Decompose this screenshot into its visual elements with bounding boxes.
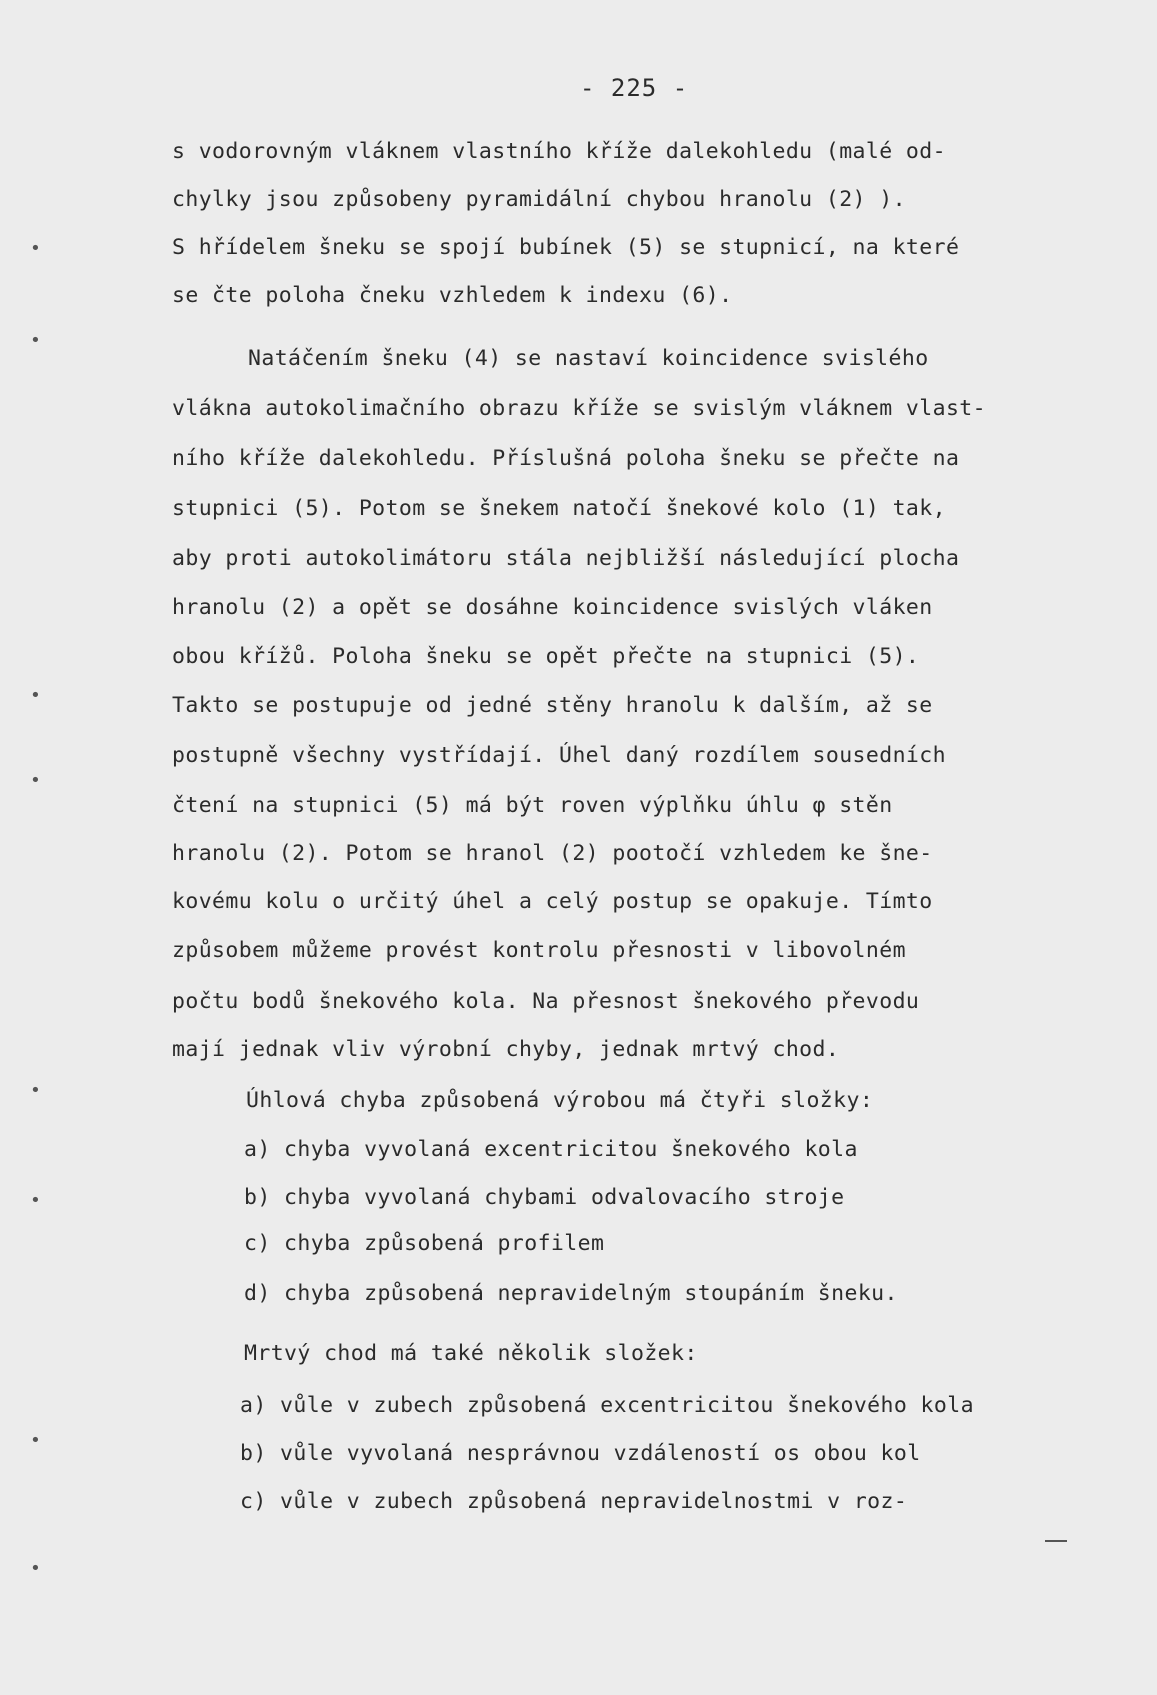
text-line: aby proti autokolimátoru stála nejbližší následující plocha <box>172 546 960 571</box>
text-line: Mrtvý chod má také několik složek: <box>244 1341 698 1366</box>
text-line: hranolu (2). Potom se hranol (2) pootočí vzhledem ke šne- <box>172 841 933 866</box>
margin-mark: • <box>30 770 41 791</box>
list-item: a) vůle v zubech způsobená excentricitou šnekového kola <box>240 1393 974 1418</box>
text-line: čtení na stupnici (5) má být roven výplňku úhlu φ stěn <box>172 793 893 818</box>
corner-dash <box>1045 1540 1067 1542</box>
text-line: způsobem můžeme provést kontrolu přesnosti v libovolném <box>172 938 906 963</box>
text-line: s vodorovným vláknem vlastního kříže dalekohledu (malé od- <box>172 139 946 164</box>
list-item: b) vůle vyvolaná nesprávnou vzdáleností os obou kol <box>240 1441 921 1466</box>
text-line: obou křížů. Poloha šneku se opět přečte na stupnici (5). <box>172 644 920 669</box>
list-item: d) chyba způsobená nepravidelným stoupáním šneku. <box>244 1281 898 1306</box>
text-line: stupnici (5). Potom se šnekem natočí šnekové kolo (1) tak, <box>172 496 946 521</box>
margin-mark: • <box>30 1080 41 1101</box>
list-item: c) chyba způsobená profilem <box>244 1231 605 1256</box>
text-line: kovému kolu o určitý úhel a celý postup se opakuje. Tímto <box>172 889 933 914</box>
margin-mark: • <box>30 1558 41 1579</box>
text-line: mají jednak vliv výrobní chyby, jednak mrtvý chod. <box>172 1037 840 1062</box>
text-line: se čte poloha čneku vzhledem k indexu (6). <box>172 283 733 308</box>
text-line: Úhlová chyba způsobená výrobou má čtyři složky: <box>246 1088 874 1113</box>
text-line: postupně všechny vystřídají. Úhel daný rozdílem sousedních <box>172 743 946 768</box>
margin-mark: • <box>30 685 41 706</box>
list-item: a) chyba vyvolaná excentricitou šnekového kola <box>244 1137 858 1162</box>
text-line: Natáčením šneku (4) se nastaví koincidence svislého <box>248 346 929 371</box>
text-line: S hřídelem šneku se spojí bubínek (5) se stupnicí, na které <box>172 235 960 260</box>
list-item: c) vůle v zubech způsobená nepravidelnostmi v roz- <box>240 1489 908 1514</box>
text-line: Takto se postupuje od jedné stěny hranolu k dalším, až se <box>172 693 933 718</box>
page-number: - 225 - <box>580 74 689 102</box>
margin-mark: • <box>30 1430 41 1451</box>
text-line: počtu bodů šnekového kola. Na přesnost šnekového převodu <box>172 989 920 1014</box>
list-item: b) chyba vyvolaná chybami odvalovacího stroje <box>244 1185 845 1210</box>
margin-mark: • <box>30 238 41 259</box>
text-line: chylky jsou způsobeny pyramidální chybou hranolu (2) ). <box>172 187 906 212</box>
margin-mark: • <box>30 330 41 351</box>
text-line: vlákna autokolimačního obrazu kříže se svislým vláknem vlast- <box>172 396 986 421</box>
text-line: ního kříže dalekohledu. Příslušná poloha šneku se přečte na <box>172 446 960 471</box>
margin-mark: • <box>30 1190 41 1211</box>
text-line: hranolu (2) a opět se dosáhne koincidence svislých vláken <box>172 595 933 620</box>
